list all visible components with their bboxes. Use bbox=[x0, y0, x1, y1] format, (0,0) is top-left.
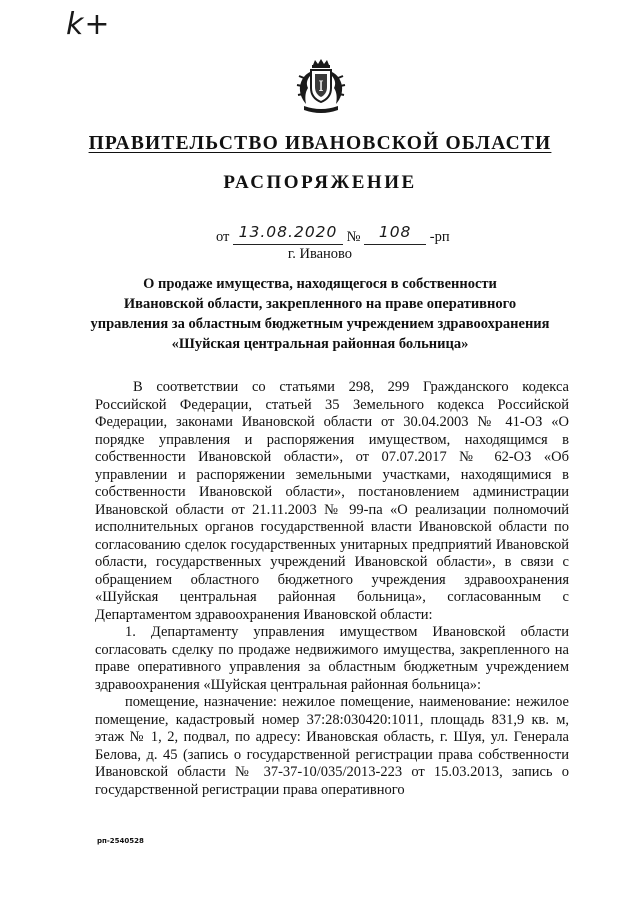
city-name: г. Иваново bbox=[287, 246, 353, 262]
subject-line: О продаже имущества, находящегося в собственности bbox=[143, 276, 497, 292]
property-description-paragraph: помещение, назначение: нежилое помещение, наименование: нежилое помещение, кадастровый номер 37:28:030420:1011, площадь 831,9 кв. м, этаж № 1, 2, подвал, по адресу: Ивановская область, г. Шуя, ул. Генерала Белова, д. 45 (запись о государственной регистрации права собственности Ивановской области № 37-37-10/035/2013-223 от 15.03.2013, запись о государственной регистрации права оперативного bbox=[95, 694, 569, 798]
date-from-label: от bbox=[216, 229, 230, 245]
date-field bbox=[233, 223, 343, 245]
subject-line: «Шуйская центральная районная больница» bbox=[171, 336, 469, 352]
subject-line: Ивановской области, закрепленного на праве оперативного bbox=[123, 296, 517, 312]
number-sign: № bbox=[346, 229, 361, 245]
order-body bbox=[95, 379, 569, 799]
document-type-heading: РАСПОРЯЖЕНИЕ bbox=[223, 172, 417, 193]
handwritten-mark: k+ bbox=[66, 7, 111, 42]
government-title: ПРАВИТЕЛЬСТВО ИВАНОВСКОЙ ОБЛАСТИ bbox=[88, 133, 552, 154]
item-1-paragraph: 1. Департаменту управления имуществом Ивановской области согласовать сделку по продаже недвижимого имущества, закрепленного на праве оперативного управления за областным бюджетным учреждением здравоохранения «Шуйская центральная районная больница»: bbox=[95, 624, 569, 693]
number-suffix: -рп bbox=[429, 229, 450, 245]
emblem-letter: I bbox=[318, 79, 324, 95]
document-code: рп-2540528 bbox=[97, 837, 144, 845]
subject-line: управления за областным бюджетным учреждением здравоохранения bbox=[90, 316, 550, 332]
handwritten-date: 13.08.2020 bbox=[238, 223, 338, 241]
preamble-paragraph: В соответствии со статьями 298, 299 Гражданского кодекса Российской Федерации, статьей 35 Земельного кодекса Российской Федерации, законами Ивановской области от 30.04.2003 № 41-ОЗ «О порядке управления и распоряжения имуществом, находящимся в собственности Ивановской области», от 07.07.2017 № 62-ОЗ «Об управлении и распоряжении земельными участками, находящимися в собственности Ивановской области», постановлением администрации Ивановской области от 21.11.2003 № 99-па «О реализации полномочий исполнительных органов государственной власти Ивановской области по согласованию сделок государственных унитарных предприятий Ивановской области, государственных учреждений Ивановской области», в связи с обращением областного бюджетного учреждения здравоохранения «Шуйская центральная районная больница», согласованным с Департаментом здравоохранения Ивановской области: bbox=[95, 379, 569, 623]
order-subject bbox=[90, 274, 550, 354]
handwritten-number: 108 bbox=[378, 223, 412, 241]
number-field bbox=[364, 223, 426, 245]
date-number-line bbox=[216, 223, 450, 247]
coat-of-arms-emblem-icon bbox=[296, 58, 346, 116]
